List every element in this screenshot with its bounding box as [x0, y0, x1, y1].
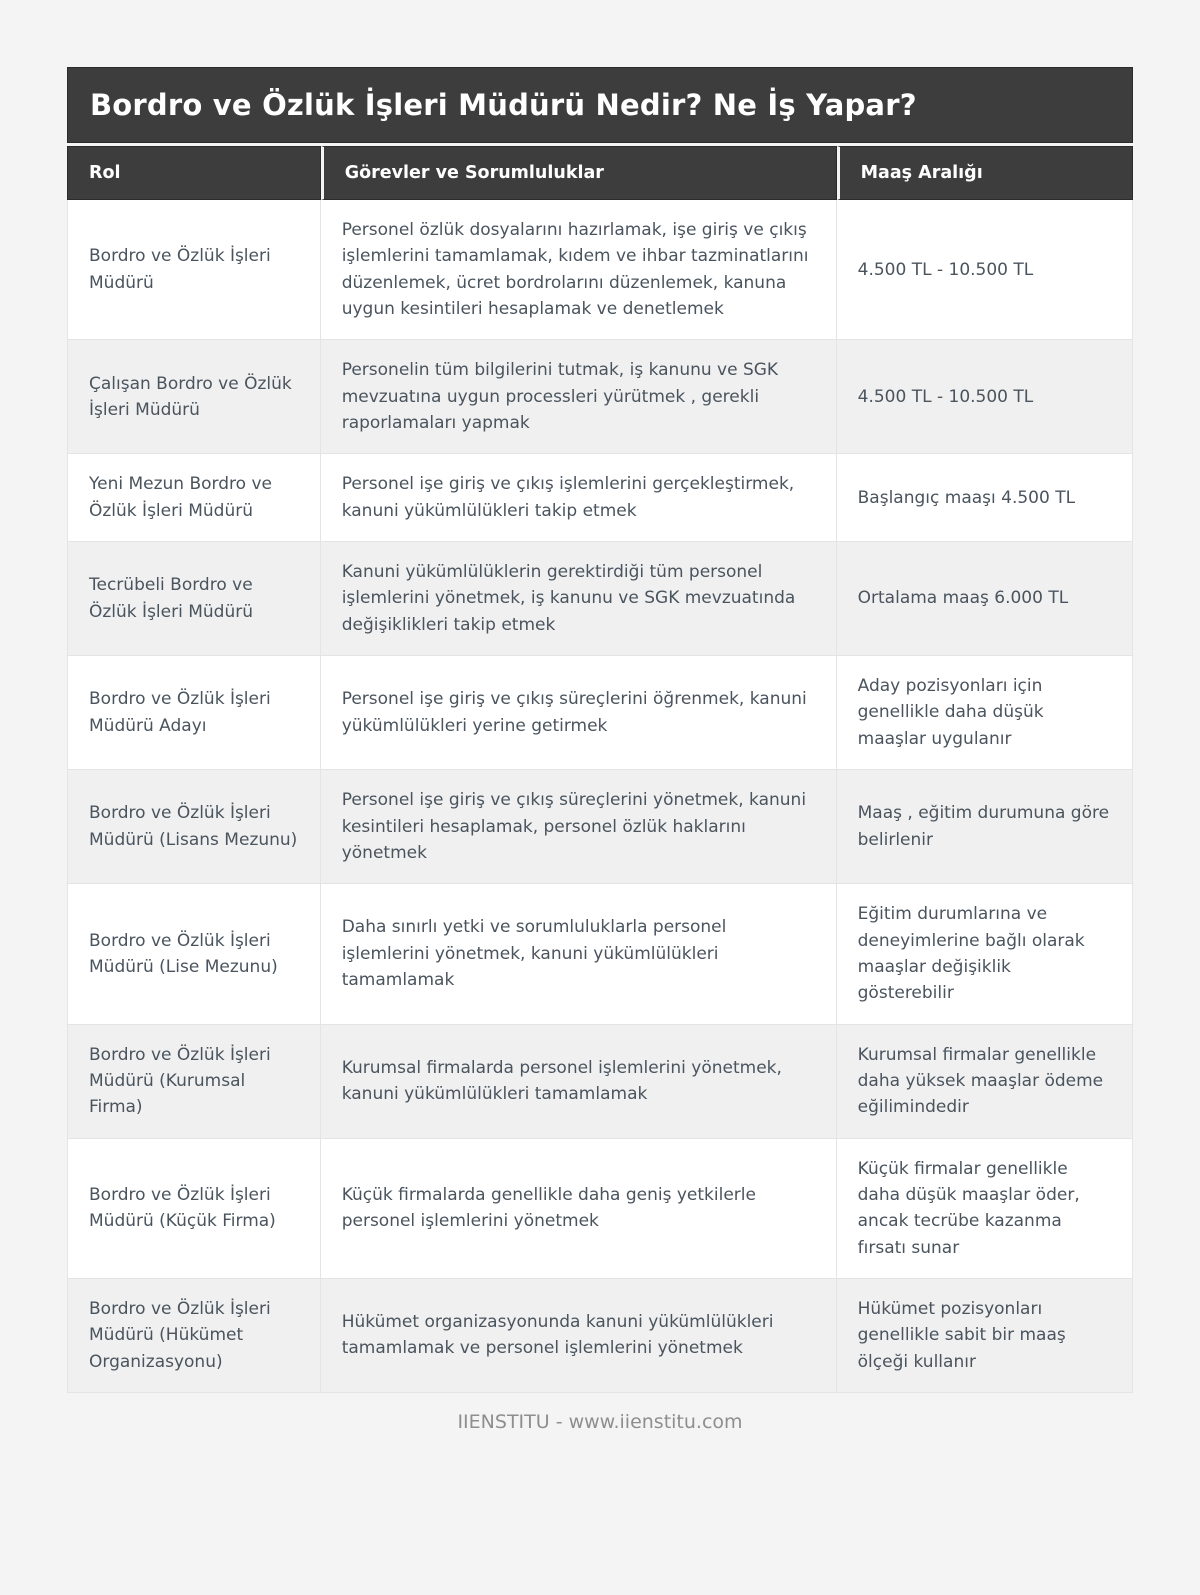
duties-cell: Personel işe giriş ve çıkış süreçlerini yönetmek, kanuni kesintileri hesaplamak, personel özlük haklarını yönetmek	[321, 770, 837, 884]
role-cell: Bordro ve Özlük İşleri Müdürü (Hükümet Organizasyonu)	[67, 1279, 321, 1393]
table-row	[67, 340, 1133, 454]
duties-cell: Personelin tüm bilgilerini tutmak, iş kanunu ve SGK mevzuatına uygun processleri yürütmek , gerekli raporlamaları yapmak	[321, 340, 837, 454]
table-row	[67, 1279, 1133, 1393]
table-row	[67, 770, 1133, 884]
salary-cell: 4.500 TL - 10.500 TL	[837, 200, 1133, 340]
table-row	[67, 884, 1133, 1024]
role-cell: Tecrübeli Bordro ve Özlük İşleri Müdürü	[67, 542, 321, 656]
table-row	[67, 1139, 1133, 1279]
duties-cell: Kurumsal firmalarda personel işlemlerini yönetmek, kanuni yükümlülükleri tamamlamak	[321, 1025, 837, 1139]
table-body	[67, 200, 1133, 1393]
salary-cell: Kurumsal firmalar genellikle daha yüksek maaşlar ödeme eğilimindedir	[837, 1025, 1133, 1139]
duties-cell: Kanuni yükümlülüklerin gerektirdiği tüm personel işlemlerini yönetmek, iş kanunu ve SGK mevzuatında değişiklikleri takip etmek	[321, 542, 837, 656]
duties-cell: Personel işe giriş ve çıkış işlemlerini gerçekleştirmek, kanuni yükümlülükleri takip etmek	[321, 454, 837, 542]
role-cell: Bordro ve Özlük İşleri Müdürü (Lise Mezunu)	[67, 884, 321, 1024]
table-row	[67, 454, 1133, 542]
table-row	[67, 656, 1133, 770]
salary-cell: Eğitim durumlarına ve deneyimlerine bağlı olarak maaşlar değişiklik gösterebilir	[837, 884, 1133, 1024]
duties-cell: Küçük firmalarda genellikle daha geniş yetkilerle personel işlemlerini yönetmek	[321, 1139, 837, 1279]
table-row	[67, 1025, 1133, 1139]
header-cell-role: Rol	[67, 146, 321, 200]
roles-table	[67, 146, 1133, 1393]
role-cell: Bordro ve Özlük İşleri Müdürü (Lisans Mezunu)	[67, 770, 321, 884]
role-cell: Bordro ve Özlük İşleri Müdürü (Kurumsal Firma)	[67, 1025, 321, 1139]
footer-text: IIENSTITU - www.iienstitu.com	[457, 1411, 743, 1433]
table-row	[67, 542, 1133, 656]
duties-cell: Daha sınırlı yetki ve sorumluluklarla personel işlemlerini yönetmek, kanuni yükümlülükleri tamamlamak	[321, 884, 837, 1024]
duties-cell: Personel işe giriş ve çıkış süreçlerini öğrenmek, kanuni yükümlülükleri yerine getirmek	[321, 656, 837, 770]
role-cell: Çalışan Bordro ve Özlük İşleri Müdürü	[67, 340, 321, 454]
header-cell-duties: Görevler ve Sorumluluklar	[321, 146, 837, 200]
duties-cell: Personel özlük dosyalarını hazırlamak, işe giriş ve çıkış işlemlerini tamamlamak, kıdem ve ihbar tazminatlarını düzenlemek, ücret bordrolarını düzenlemek, kanuna uygun kesintileri hesaplamak ve denetlemek	[321, 200, 837, 340]
salary-cell: Hükümet pozisyonları genellikle sabit bir maaş ölçeği kullanır	[837, 1279, 1133, 1393]
salary-cell: Aday pozisyonları için genellikle daha düşük maaşlar uygulanır	[837, 656, 1133, 770]
content-card	[67, 0, 1133, 1393]
table-header-row	[67, 146, 1133, 200]
role-cell: Bordro ve Özlük İşleri Müdürü	[67, 200, 321, 340]
salary-cell: Maaş , eğitim durumuna göre belirlenir	[837, 770, 1133, 884]
salary-cell: Başlangıç maaşı 4.500 TL	[837, 454, 1133, 542]
role-cell: Bordro ve Özlük İşleri Müdürü (Küçük Firma)	[67, 1139, 321, 1279]
page-title: Bordro ve Özlük İşleri Müdürü Nedir? Ne İş Yapar?	[67, 67, 1133, 143]
table-header	[67, 146, 1133, 200]
salary-cell: 4.500 TL - 10.500 TL	[837, 340, 1133, 454]
header-cell-salary: Maaş Aralığı	[837, 146, 1133, 200]
duties-cell: Hükümet organizasyonunda kanuni yükümlülükleri tamamlamak ve personel işlemlerini yönetmek	[321, 1279, 837, 1393]
role-cell: Bordro ve Özlük İşleri Müdürü Adayı	[67, 656, 321, 770]
table-row	[67, 200, 1133, 340]
role-cell: Yeni Mezun Bordro ve Özlük İşleri Müdürü	[67, 454, 321, 542]
salary-cell: Küçük firmalar genellikle daha düşük maaşlar öder, ancak tecrübe kazanma fırsatı sunar	[837, 1139, 1133, 1279]
salary-cell: Ortalama maaş 6.000 TL	[837, 542, 1133, 656]
